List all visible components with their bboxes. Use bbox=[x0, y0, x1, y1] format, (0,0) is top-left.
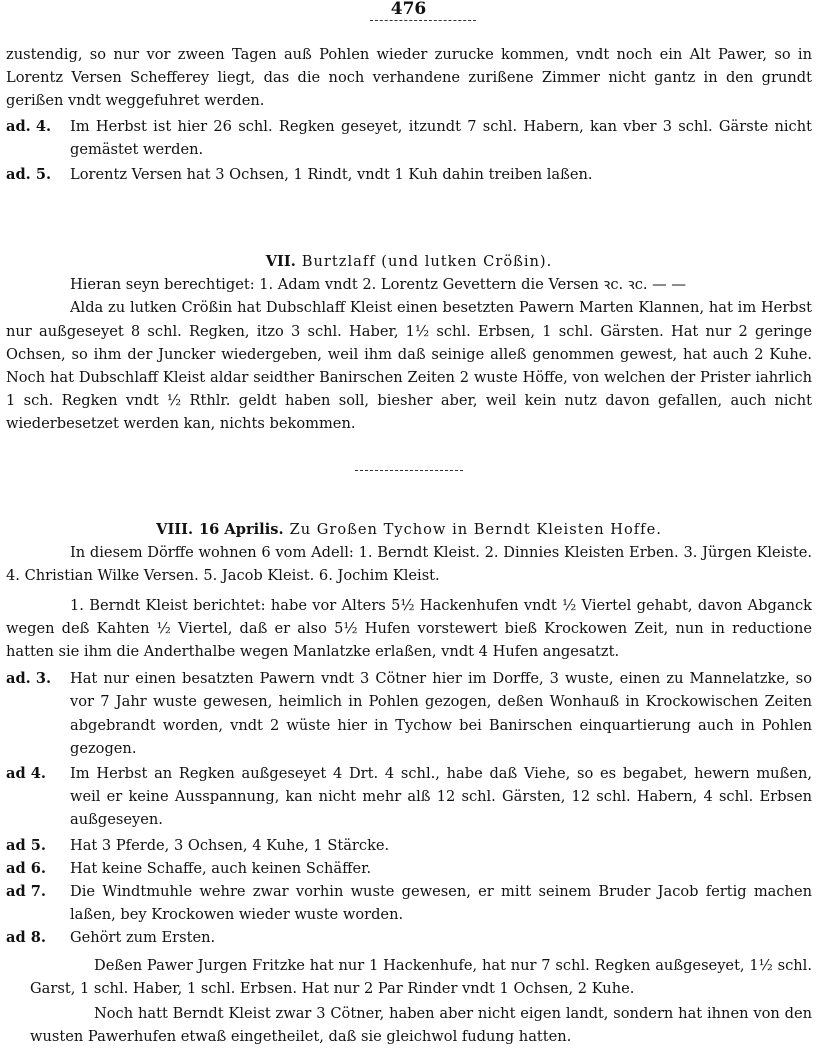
item-text: Hat 3 Pferde, 3 Ochsen, 4 Kuhe, 1 Stärcke. bbox=[70, 836, 390, 854]
section-viii-title bbox=[6, 518, 812, 541]
item-text: Im Herbst an Regken außgeseyet 4 Drt. 4 schl., habe daß Viehe, so es begabet, hewern mußen, weil er keine Ausspannung, kan nicht mehr alß 12 schl. Gärsten, 12 schl. Habern, 4 schl. Erbsen außgeseyen. bbox=[70, 765, 812, 829]
item-label: ad 6. bbox=[6, 859, 46, 877]
item-label: ad. 4. bbox=[6, 117, 52, 135]
item-ad4 bbox=[6, 762, 812, 832]
section-number: VIII. bbox=[156, 521, 194, 538]
item-text: Die Windtmuhle wehre zwar vorhin wuste gewesen, er mitt seinem Bruder Jacob fertig machen laßen, bey Krockowen wieder wuste worden. bbox=[70, 883, 812, 924]
item-text: Gehört zum Ersten. bbox=[70, 929, 216, 947]
item-ad6 bbox=[6, 857, 812, 880]
section-viii-peasant-paragraph: Deßen Pawer Jurgen Fritzke hat nur 1 Hackenhufe, hat nur 7 schl. Regken außgeseyet, 1½ schl. Garst, 1 schl. Haber, 1 schl. Erbsen. Hat nur 2 Par Rinder vndt 1 Ochsen, 2 Kuhe. bbox=[30, 956, 812, 997]
item-text: Hat nur einen besatzten Pawern vndt 3 Cötner hier im Dorffe, 3 wuste, einen zu Mannelatzke, so vor 7 Jahr wuste gewesen, heimlich in Pohlen gezogen, deßen Wonhauß in Krockowischen Zeiten abgebrandt worden, vndt 2 wüste hier in Tychow bei Banirschen einquartierung auch in Pohlen gezogen. bbox=[70, 670, 812, 757]
item-ad5 bbox=[6, 834, 812, 857]
item-ad3 bbox=[6, 667, 812, 760]
section-viii-report: 1. Berndt Kleist berichtet: habe vor Alters 5½ Hackenhufen vndt ½ Viertel gehabt, davon Abganck wegen deß Kahten ½ Viertel, daß er also 5½ Hufen vorstewert bieß Krockowen Zeit, nun in reductione hatten sie ihm die Anderthalbe wegen Manlatzke erlaßen, vndt 4 Hufen angesatzt. bbox=[6, 596, 812, 661]
section-viii-cotters-paragraph: Noch hatt Berndt Kleist zwar 3 Cötner, haben aber nicht eigen landt, sondern hat ihnen von den wusten Pawerhufen etwaß eingetheilet, daß sie gleichwol fudung hatten. bbox=[30, 1005, 812, 1046]
section-number: VII. bbox=[265, 253, 296, 270]
item-label: ad. 5. bbox=[6, 166, 52, 184]
continuation-block bbox=[6, 43, 812, 186]
section-divider bbox=[355, 470, 463, 472]
section-vii-paragraph: Alda zu lutken Crößin hat Dubschlaff Kleist einen besetzten Pawern Marten Klannen, hat im Herbst nur außgeseyet 8 schl. Regken, itzo 3 schl. Haber, 1½ schl. Erbsen, 1 schl. Gärsten. Hat nur 2 geringe Ochsen, so ihm der Juncker wiedergeben, weil ihm daß seinige alleß genommen gewest, hat auch 2 Kuhe. Noch hat Dubschlaff Kleist aldar seidther Banirschen Zeiten 2 wuste Höffe, von welchen der Prister iahrlich 1 sch. Regken vndt ½ Rthlr. geldt haben soll, biesher aber, weil kein nutz davon gefallen, auch nicht wiederbesetzet werden kan, nichts bekommen. bbox=[6, 299, 812, 433]
item-ad4 bbox=[6, 115, 812, 161]
item-label: ad 5. bbox=[6, 836, 46, 854]
item-text: Lorentz Versen hat 3 Ochsen, 1 Rindt, vndt 1 Kuh dahin treiben laßen. bbox=[70, 166, 593, 184]
item-label: ad 8. bbox=[6, 929, 46, 947]
section-vii bbox=[6, 250, 812, 436]
header-rule bbox=[370, 20, 476, 22]
section-date: 16 Aprilis. bbox=[199, 521, 284, 538]
item-label: ad 7. bbox=[6, 883, 46, 901]
item-label: ad. 3. bbox=[6, 670, 52, 688]
item-ad8 bbox=[6, 926, 812, 949]
section-viii-residents: In diesem Dörffe wohnen 6 vom Adell: 1. Berndt Kleist. 2. Dinnies Kleisten Erben. 3. Jürgen Kleiste. 4. Christian Wilke Versen. 5. Jacob Kleist. 6. Jochim Kleist. bbox=[6, 544, 812, 585]
item-text: Im Herbst ist hier 26 schl. Regken geseyet, itzundt 7 schl. Habern, kan vber 3 schl. Gärste nicht gemästet werden. bbox=[70, 117, 812, 158]
section-vii-title bbox=[6, 250, 812, 273]
section-heading: Burtzlaff (und lutken Crößin). bbox=[301, 253, 553, 270]
item-ad5 bbox=[6, 163, 812, 186]
section-viii bbox=[6, 518, 812, 1048]
item-ad7 bbox=[6, 880, 812, 926]
section-heading: Zu Großen Tychow in Berndt Kleisten Hoffe. bbox=[289, 521, 662, 538]
continuation-paragraph: zustendig, so nur vor zween Tagen auß Pohlen wieder zurucke kommen, vndt noch ein Alt Pawer, so in Lorentz Versen Schefferey liegt, das die noch verhandene zurißene Zimmer nicht gantz in den grundt gerißen vndt weggefuhret werden. bbox=[6, 46, 812, 110]
item-label: ad 4. bbox=[6, 765, 46, 783]
section-vii-entitled: Hieran seyn berechtiget: 1. Adam vndt 2. Lorentz Gevettern die Versen ꝛc. ꝛc. — — bbox=[70, 276, 686, 294]
page-number: 476 bbox=[390, 0, 427, 19]
item-text: Hat keine Schaffe, auch keinen Schäffer. bbox=[70, 859, 372, 877]
